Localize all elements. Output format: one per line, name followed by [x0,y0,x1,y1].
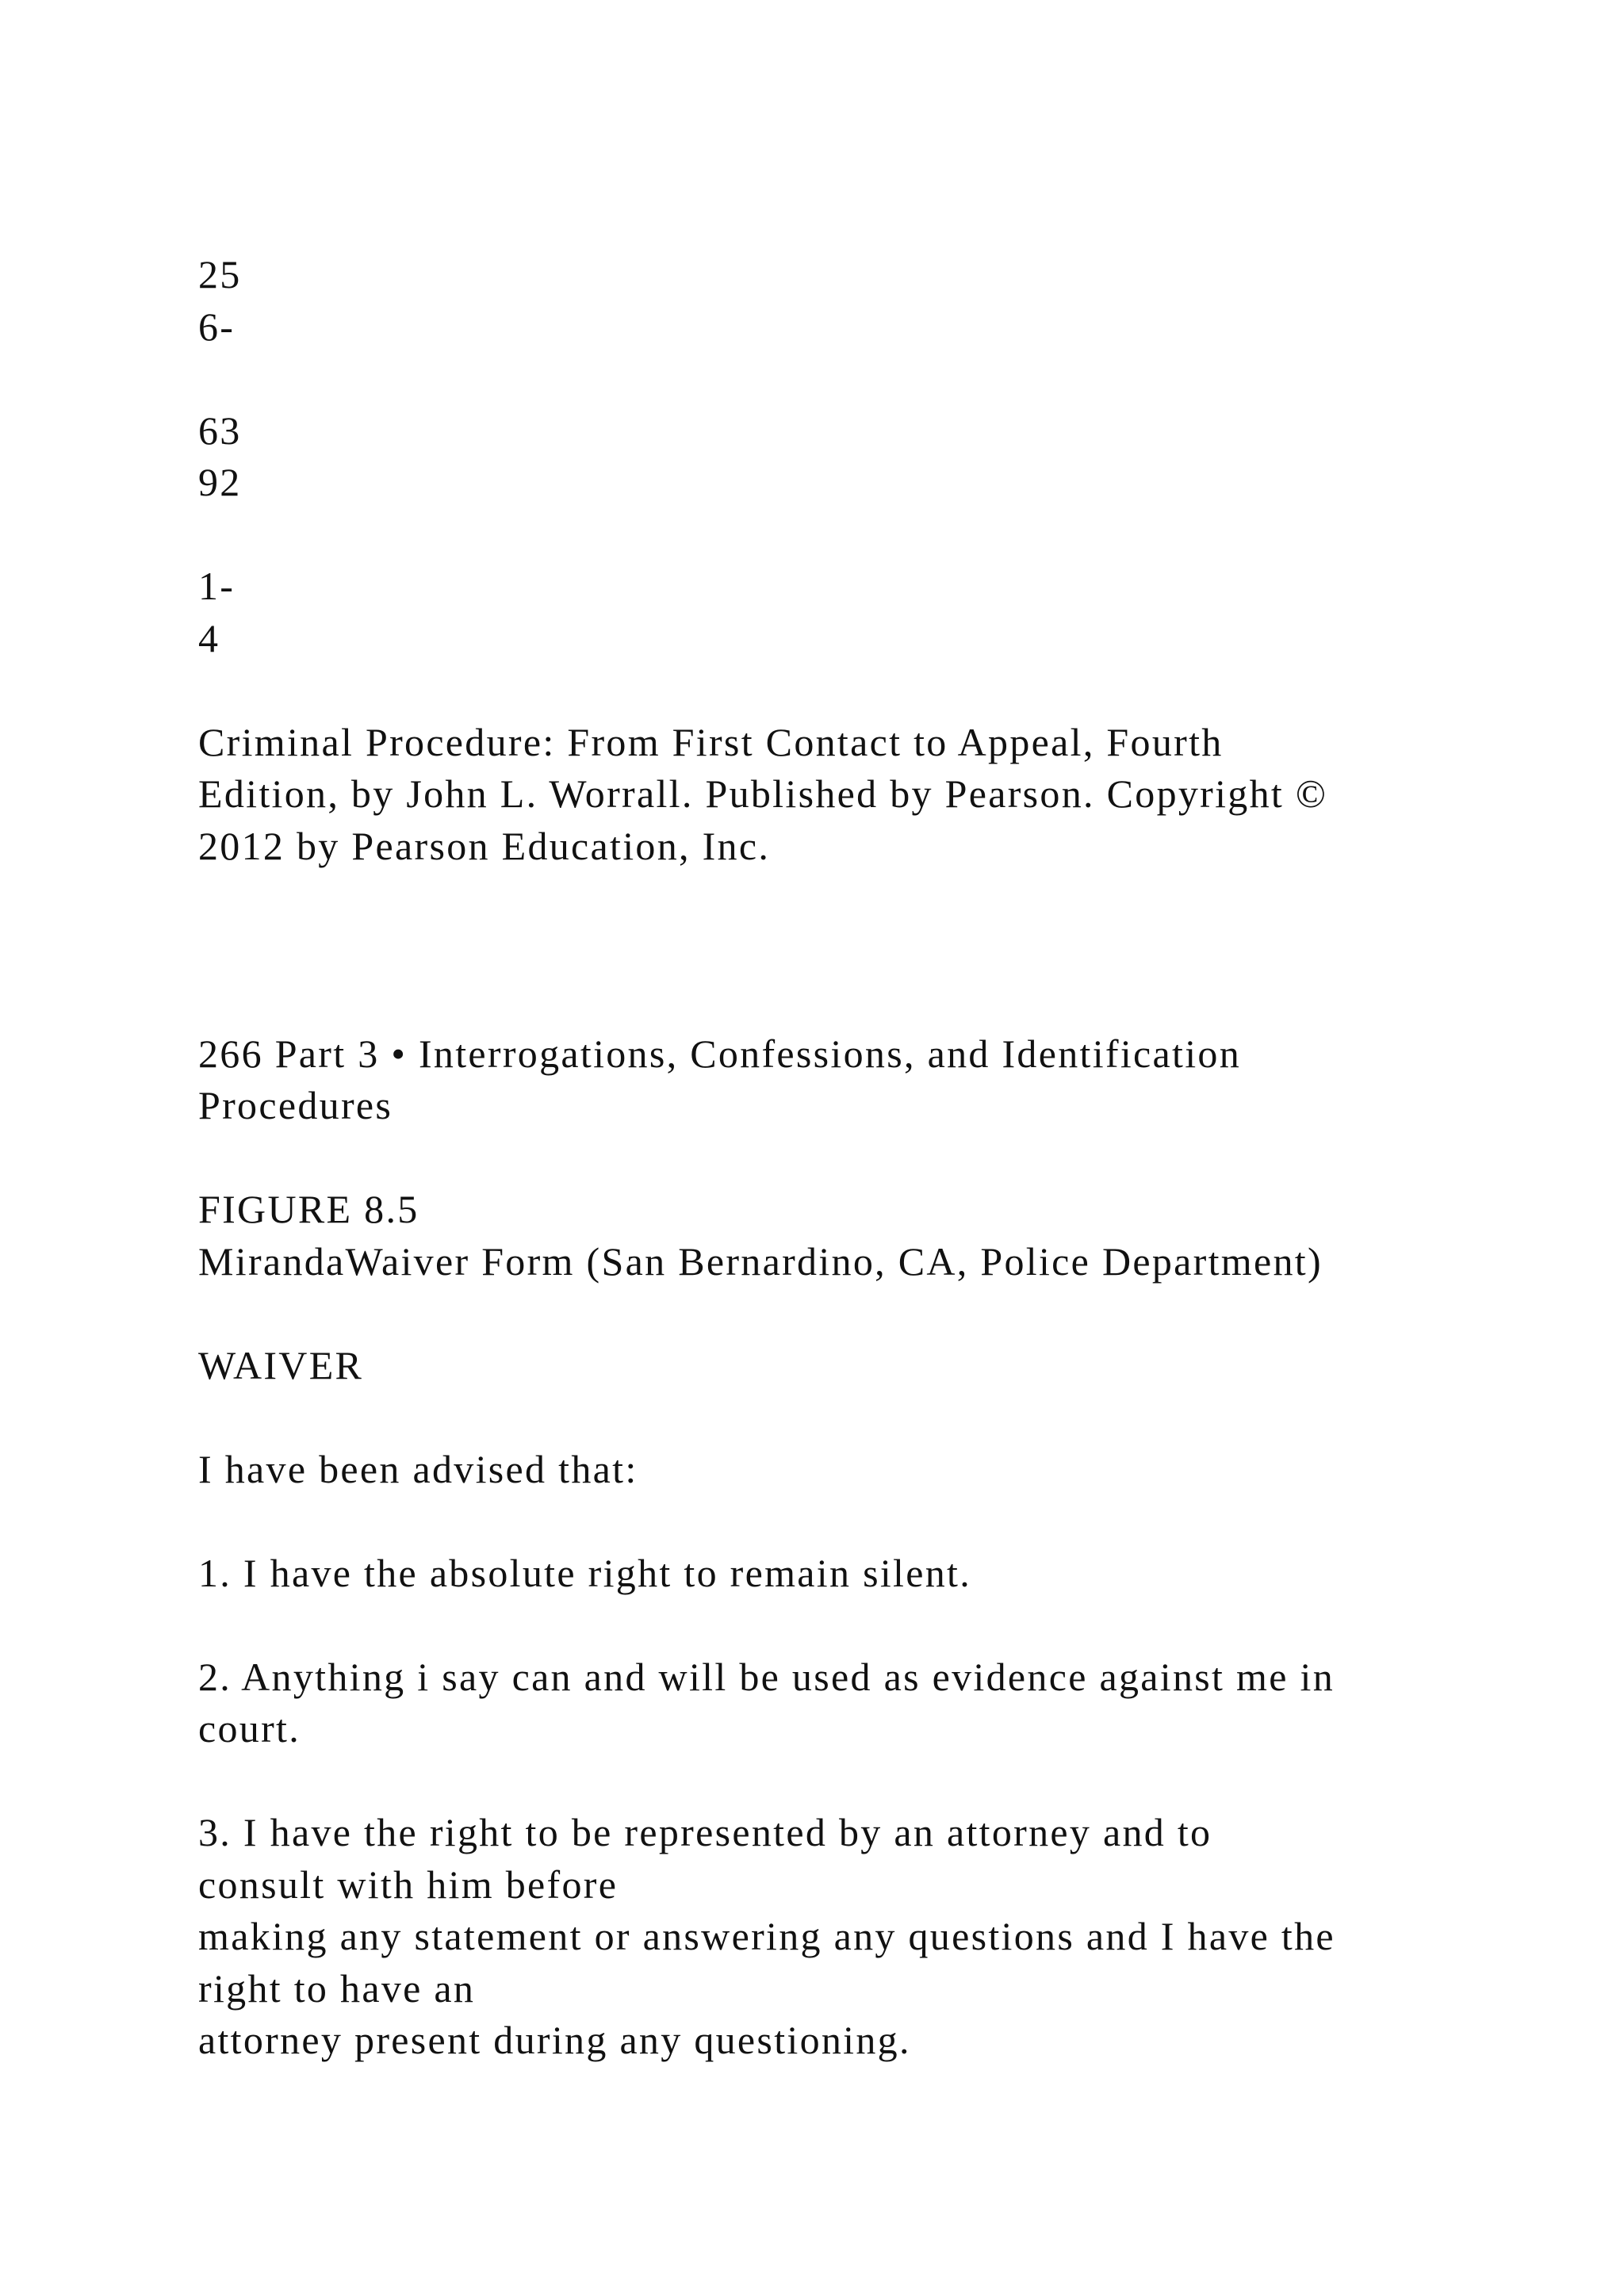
waiver-item-line: making any statement or answering any questions and I have the [198,1914,1335,1958]
figure-caption-block [198,1184,1483,1288]
waiver-item-line: 2. Anything i say can and will be used as evidence against me in [198,1654,1335,1699]
citation-line: Edition, by John L. Worrall. Published by Pearson. Copyright © [198,771,1328,816]
id-fragment: 92 [198,460,242,504]
document-page [198,249,1483,2067]
waiver-item-line: 3. I have the right to be represented by an attorney and to [198,1810,1212,1854]
blank-line [198,1391,1483,1444]
waiver-item-1 [198,1548,1483,1600]
waiver-intro: I have been advised that: [198,1446,638,1491]
waiver-item-line: attorney present during any questioning. [198,2018,911,2062]
running-header [198,1028,1483,1132]
waiver-item-line: right to have an [198,1965,476,2011]
citation-line: 2012 by Pearson Education, Inc. [198,823,771,868]
id-fragment: 1- [198,564,236,608]
waiver-heading: WAIVER [198,1342,364,1387]
running-header-line: 266 Part 3 • Interrogations, Confessions, and Identification [198,1031,1242,1076]
blank-line [198,1132,1483,1184]
blank-line [198,1288,1483,1340]
page-id-fragments [198,249,1483,664]
id-fragment: 4 [198,615,220,660]
waiver-item-line: court. [198,1706,301,1751]
figure-label: FIGURE 8.5 [198,1187,419,1231]
waiver-item-3 [198,1807,1483,2067]
waiver-item-line: 1. I have the absolute right to remain silent. [198,1550,972,1595]
id-fragment: 25 [198,252,242,297]
blank-line [198,1495,1483,1548]
citation-block [198,717,1483,873]
waiver-item-line: consult with him before [198,1862,619,1907]
figure-caption: MirandaWaiver Form (San Bernardino, CA, Police Department) [198,1238,1323,1284]
id-fragment: 63 [198,408,242,453]
blank-line [198,1755,1483,1808]
section-gap [198,872,1483,1028]
blank-line [198,664,1483,717]
running-header-line: Procedures [198,1083,393,1127]
citation-line: Criminal Procedure: From First Contact to Appeal, Fourth [198,719,1224,764]
waiver-item-2 [198,1651,1483,1755]
blank-line [198,1599,1483,1651]
blank-line [198,509,1483,561]
id-fragment: 6- [198,304,236,349]
blank-line [198,353,1483,405]
